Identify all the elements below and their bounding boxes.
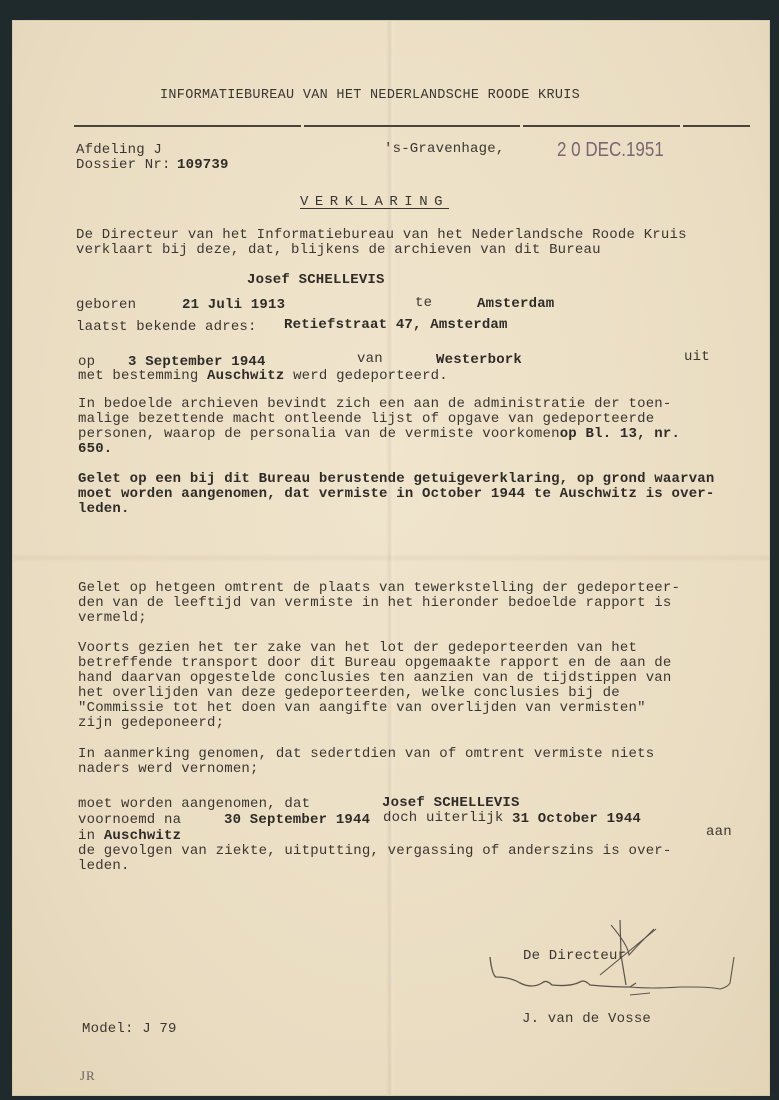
witness-line-2: moet worden aangenomen, dat vermiste in October 1944 te Auschwitz is over- (78, 486, 715, 502)
work-line-2: den van de leeftijd van vermiste in het hieronder bedoelde rapport is (78, 595, 672, 611)
director-title: De Directeur (523, 948, 627, 964)
conclusion-place-line (78, 829, 181, 844)
letterhead: INFORMATIEBUREAU VAN HET NEDERLANDSCHE ROODE KRUIS (160, 88, 581, 103)
archive-number: 650. (78, 441, 113, 457)
work-line-3: vermeld; (78, 610, 147, 626)
intro-line-1: De Directeur van het Informatiebureau van het Nederlandsche Roode Kruis (76, 227, 687, 243)
archive-reference: op Bl. 13, nr. (559, 426, 681, 442)
director-signature (480, 915, 750, 1005)
work-line-1: Gelet op hetgeen omtrent de plaats van tewerkstelling der gedeporteer- (78, 580, 681, 596)
report-line-4: het overlijden van deze gedeporteerden, welke conclusies bij de (78, 685, 620, 701)
report-line-1: Voorts gezien het ter zake van het lot der gedeporteerden van het (78, 640, 638, 656)
birth-date: 21 Juli 1913 (182, 297, 286, 313)
typist-initials (80, 1068, 96, 1083)
destination-place: Auschwitz (207, 368, 285, 384)
report-line-3: hand daarvan opgestelde conclusies ten aanzien van de tijdstippen van (78, 670, 672, 686)
conclusion-name: Josef SCHELLEVIS (382, 795, 520, 811)
document-title: VERKLARING (300, 194, 450, 210)
rule-gap (301, 124, 304, 128)
born-te-label: te (415, 295, 433, 311)
conclusion-after-label: voornoemd na (78, 812, 182, 828)
archive-line-3-text: personen, waarop de personalia van de vermiste voorkomen (78, 426, 560, 442)
conclusion-before-label: doch uiterlijk (383, 810, 504, 826)
conclusion-place: Auschwitz (103, 828, 182, 844)
last-address: Retiefstraat 47, Amsterdam (284, 317, 508, 333)
address-label: laatst bekende adres: (76, 319, 257, 335)
initials-text: JR (80, 1068, 96, 1083)
conclusion-before-date: 31 October 1944 (512, 811, 642, 827)
witness-line-3: leden. (78, 501, 130, 517)
archive-line-2: malige bezettende macht ontleende lijst of opgave van gedeporteerde (78, 411, 655, 427)
dossier-number: 109739 (177, 157, 229, 173)
destination-prefix: met bestemming (78, 368, 199, 384)
conclusion-prefix: moet worden aangenomen, dat (78, 796, 311, 812)
witness-line-1: Gelet op een bij dit Bureau berustende getuigeverklaring, op grond waarvan (78, 471, 715, 487)
born-label: geboren (76, 297, 137, 313)
rule-gap (680, 124, 683, 128)
report-line-6: zijn gedeponeerd; (78, 715, 225, 731)
date-stamp: 2 0 DEC.1951 (557, 139, 664, 161)
report-line-5: "Commissie tot het doen van aangifte van overlijden van vermisten" (78, 700, 646, 716)
archive-line-3 (78, 427, 680, 442)
nothing-line-1: In aanmerking genomen, dat sedertdien van of omtrent vermiste niets (78, 746, 655, 762)
place-of-issue: 's-Gravenhage, (384, 141, 505, 157)
header-rule (74, 125, 750, 127)
birth-place: Amsterdam (477, 296, 555, 312)
person-name: Josef SCHELLEVIS (247, 272, 385, 288)
conclusion-after-date: 30 September 1944 (224, 812, 371, 828)
conclusion-line-4: leden. (78, 858, 130, 874)
report-line-2: betreffende transport door dit Bureau opgemaakte rapport en de aan de (78, 655, 672, 671)
director-name: J. van de Vosse (522, 1011, 652, 1027)
on-label: op (78, 354, 96, 370)
destination-suffix: werd gedeporteerd. (293, 368, 448, 384)
intro-line-2: verklaart bij deze, dat, blijkens de archieven van dit Bureau (76, 242, 601, 258)
rule-gap (520, 124, 523, 128)
archive-line-1: In bedoelde archieven bevindt zich een aan de administratie der toen- (78, 396, 672, 412)
from-label: van (357, 351, 383, 367)
deportation-date: 3 September 1944 (128, 354, 266, 370)
uit-label: uit (684, 349, 710, 365)
conclusion-aan-label: aan (706, 824, 732, 840)
model-number: Model: J 79 (82, 1021, 177, 1037)
dossier-label: Dossier Nr: (76, 157, 171, 173)
destination-line (78, 369, 448, 384)
deportation-camp: Westerbork (436, 352, 523, 368)
department: Afdeling J (76, 142, 163, 158)
conclusion-line-3: de gevolgen van ziekte, uitputting, vergassing of anderszins is over- (78, 843, 672, 859)
conclusion-in-label: in (78, 828, 96, 844)
nothing-line-2: naders werd vernomen; (78, 761, 259, 777)
